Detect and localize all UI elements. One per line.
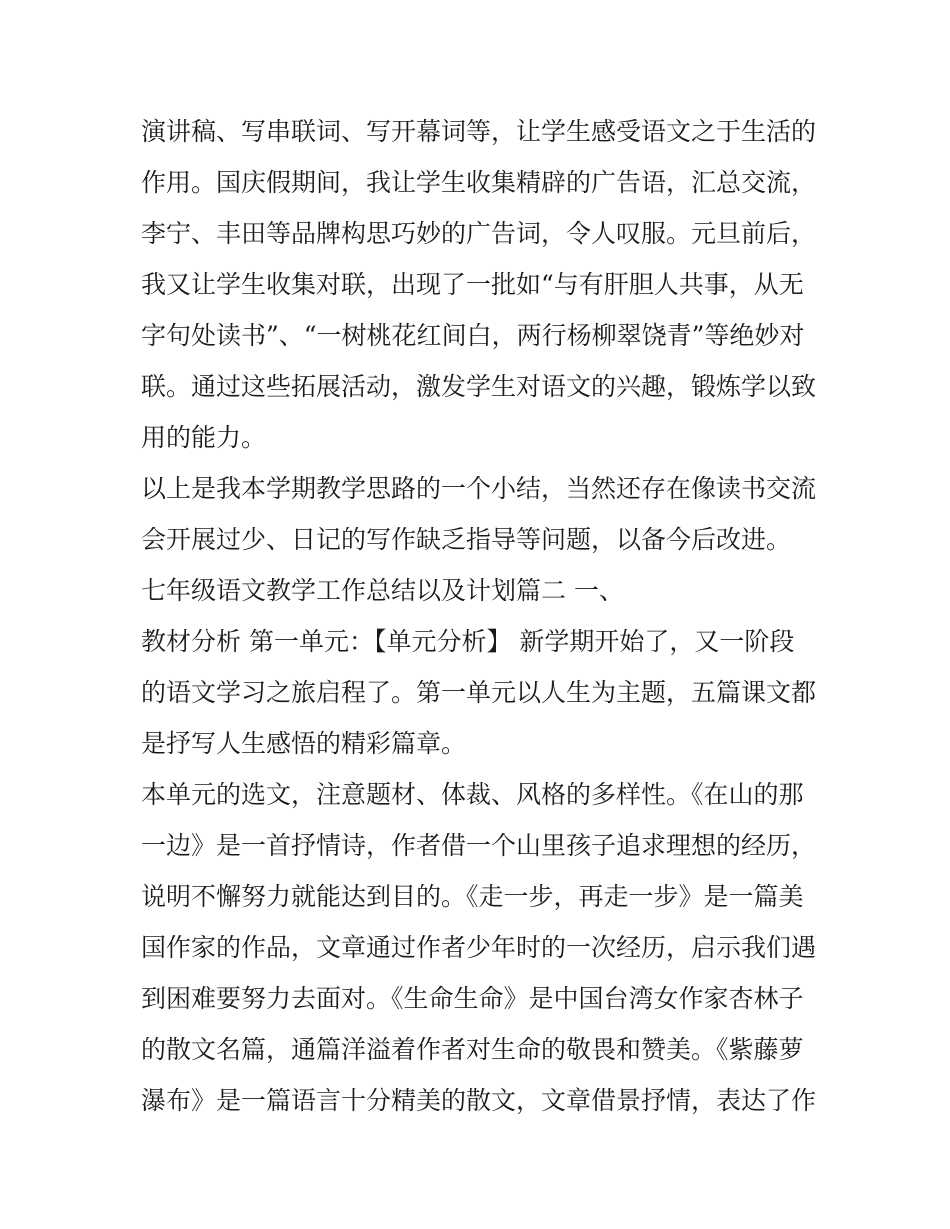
text-line: 教材分析 第一单元：【单元分析】 新学期开始了，又一阶段 [141,627,795,656]
text-line: 以上是我本学期教学思路的一个小结，当然还存在像读书交流 [141,474,817,503]
text-line: 用的能力。 [141,423,267,452]
text-line: 作用。国庆假期间，我让学生收集精辟的广告语，汇总交流， [141,168,817,197]
text-line: 瀑布》是一篇语言十分精美的散文，文章借景抒情，表达了作 [141,1086,817,1115]
text-line: 是抒写人生感悟的精彩篇章。 [141,729,467,758]
text-line: 我又让学生收集对联，出现了一批如“与有肝胆人共事，从无 [141,270,804,299]
text-line: 的散文名篇，通篇洋溢着作者对生命的敬畏和赞美。《紫藤萝 [141,1035,804,1064]
text-line: 说明不懈努力就能达到目的。《走一步，再走一步》是一篇美 [141,882,804,911]
text-line: 的语文学习之旅启程了。第一单元以人生为主题，五篇课文都 [141,678,817,707]
text-line: 演讲稿、写串联词、写开幕词等，让学生感受语文之于生活的 [141,117,817,146]
text-line: 李宁、丰田等品牌构思巧妙的广告词，令人叹服。元旦前后， [141,219,817,248]
text-line: 到困难要努力去面对。《生命生命》是中国台湾女作家杏林子 [141,984,804,1013]
text-line: 字句处读书”、“一树桃花红间白，两行杨柳翠饶青”等绝妙对 [141,321,805,350]
text-line: 联。通过这些拓展活动，激发学生对语文的兴趣，锻炼学以致 [141,372,817,401]
text-line: 一边》是一首抒情诗，作者借一个山里孩子追求理想的经历， [141,831,817,860]
text-line: 国作家的作品，文章通过作者少年时的一次经历，启示我们遇 [141,933,817,962]
text-line: 本单元的选文，注意题材、体裁、风格的多样性。《在山的那 [141,780,804,809]
body-text [141,106,821,1126]
section-heading: 七年级语文教学工作总结以及计划篇二 一、 [141,576,624,605]
text-line: 会开展过少、日记的写作缺乏指导等问题，以备今后改进。 [141,525,792,554]
